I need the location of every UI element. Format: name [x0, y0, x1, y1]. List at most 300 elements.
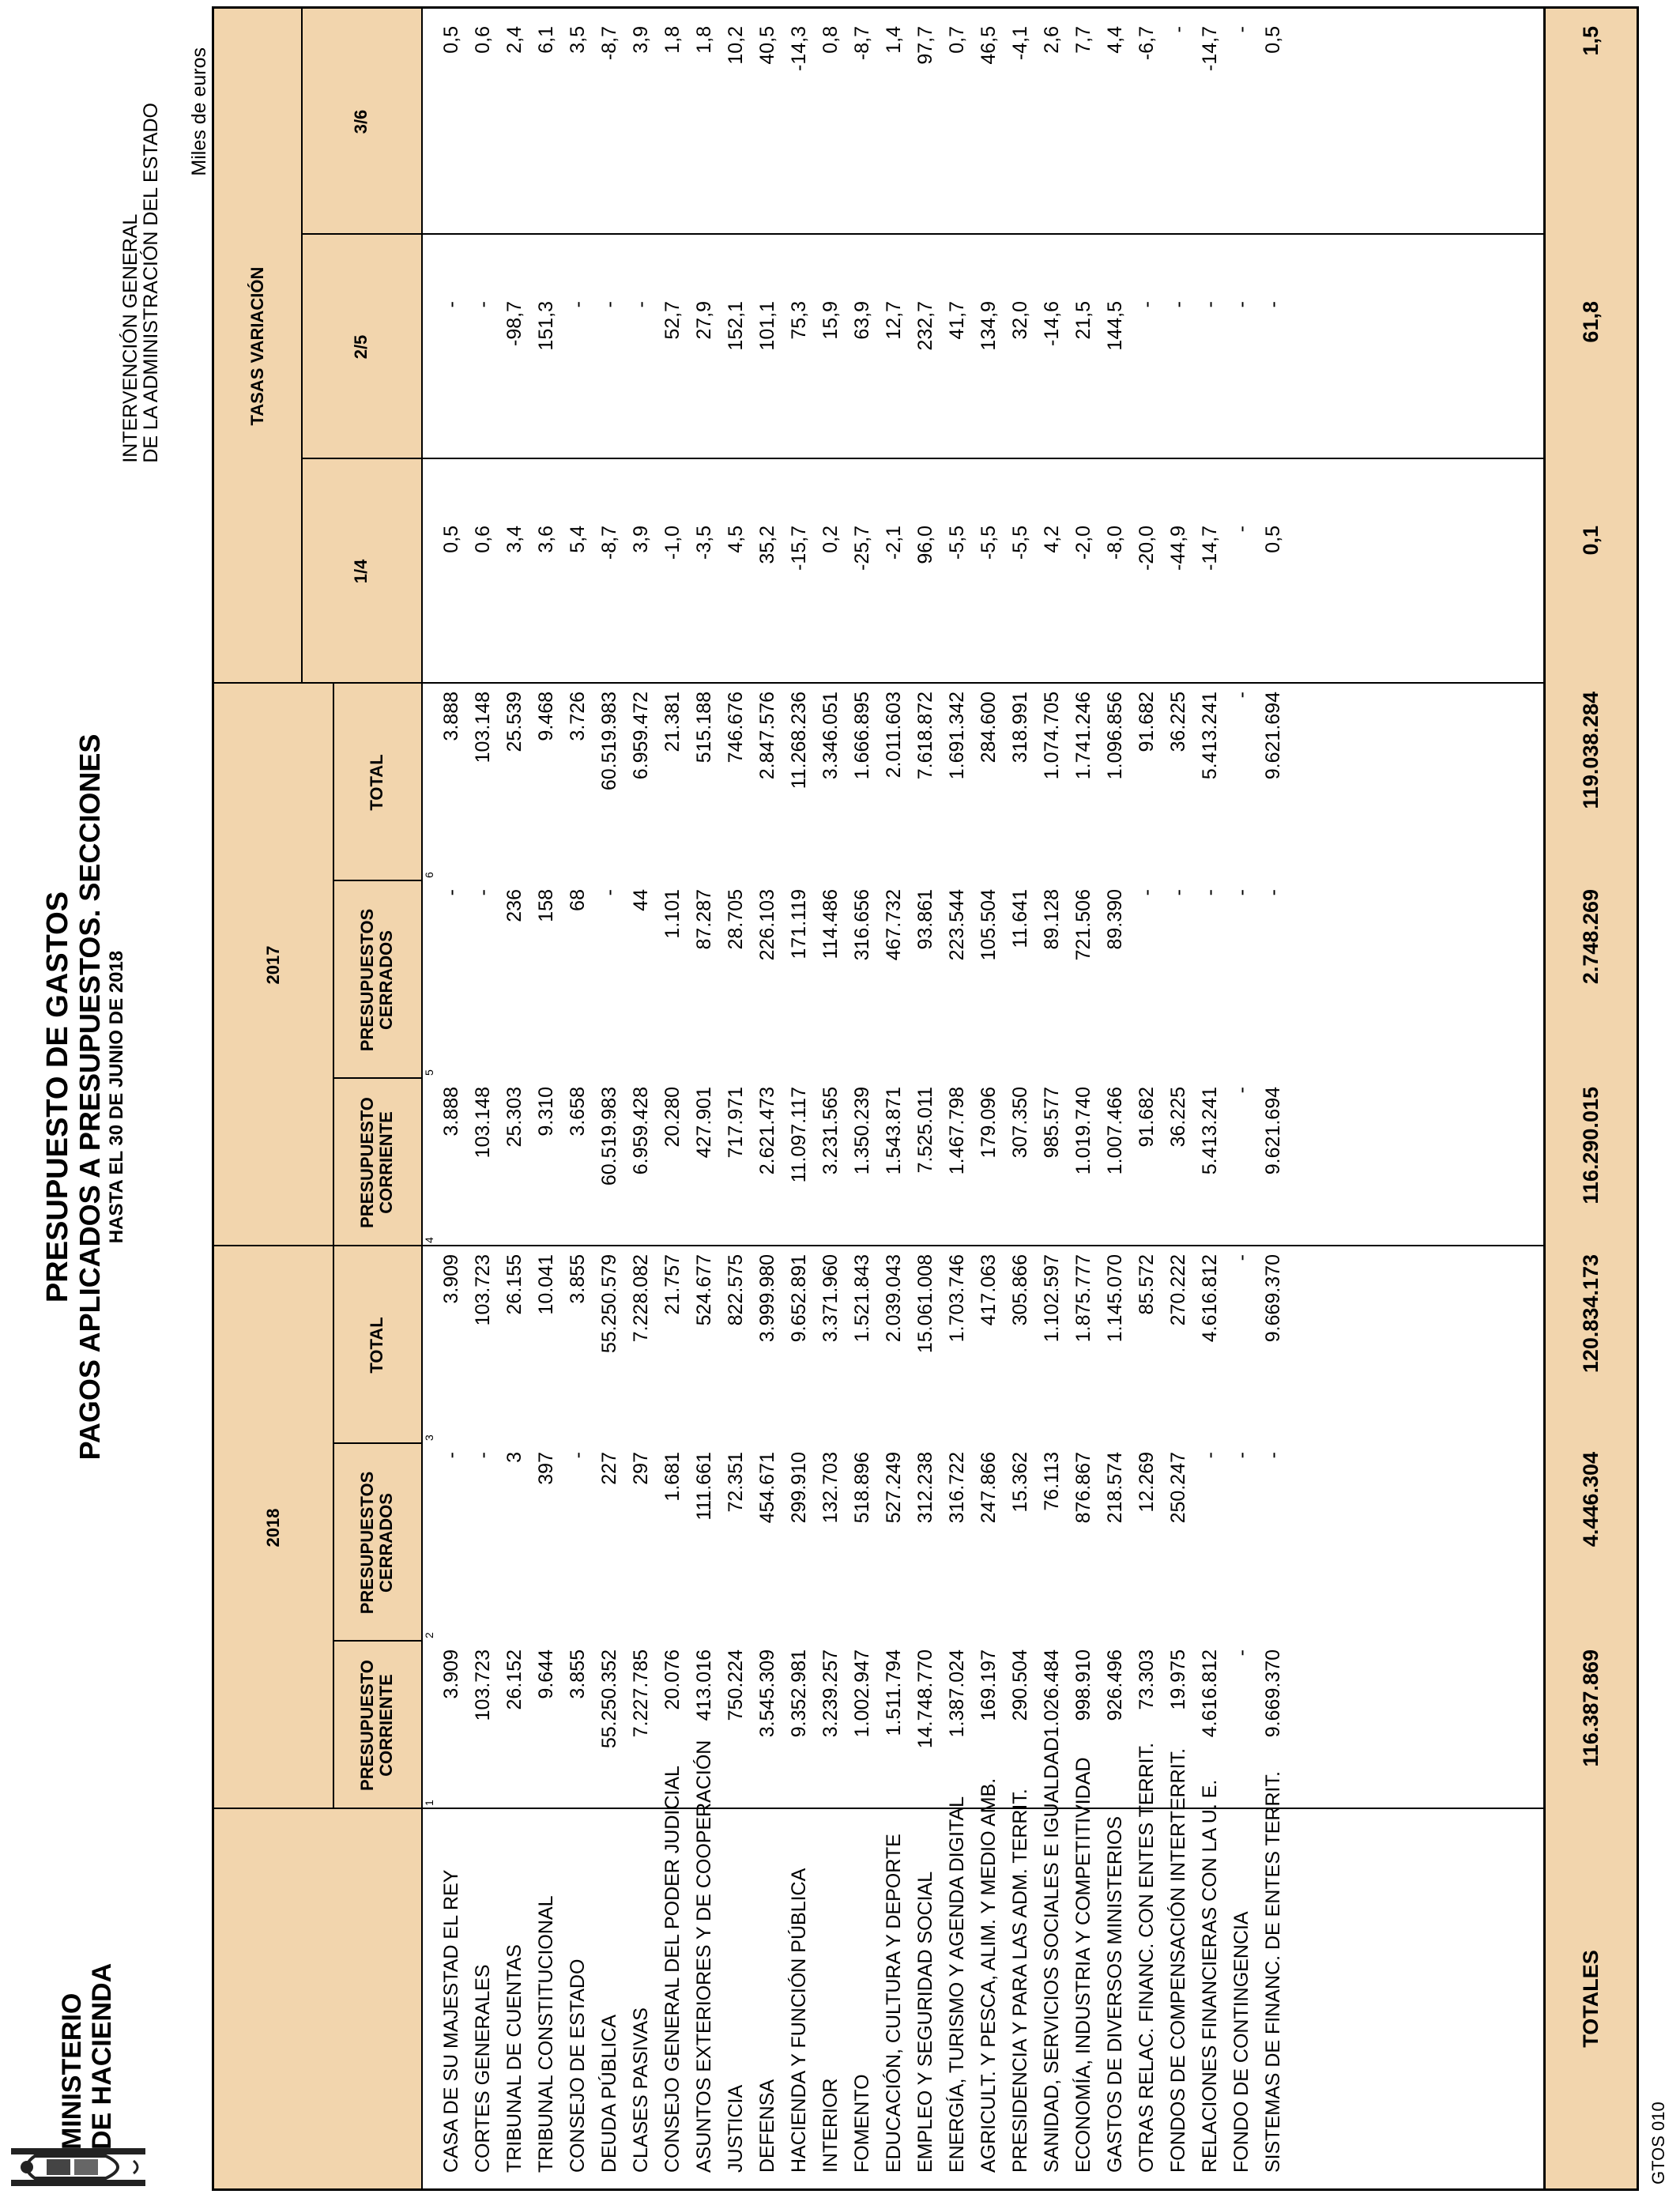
cell-2018-total: 1.102.597 [1041, 1254, 1063, 1343]
cell-rate-2-5: - [598, 301, 620, 308]
cell-rate-1-4: 5,4 [567, 526, 589, 553]
column-number: 1 [423, 1800, 435, 1806]
cell-2017-total: 9.621.694 [1262, 692, 1284, 780]
col-header-text: PRESUPUESTOS [357, 1471, 377, 1615]
cell-2018-corriente: 3.239.257 [819, 1649, 842, 1738]
cell-2017-cerrados: - [1199, 889, 1221, 896]
table-row [657, 9, 688, 2188]
grid-line [333, 1442, 421, 1444]
row-label: CORTES GENERALES [472, 1964, 494, 2173]
column-number: 4 [423, 1237, 435, 1243]
col-header-rate-2-5 [301, 235, 421, 459]
cell-2017-total: 2.847.576 [756, 692, 778, 780]
totals-row [1543, 9, 1637, 2188]
row-label: CLASES PASIVAS [630, 2007, 652, 2173]
row-label: EDUCACIÓN, CULTURA Y DEPORTE [883, 1834, 905, 2173]
cell-2018-total: 822.575 [725, 1254, 747, 1326]
cell-2017-total: 6.959.472 [630, 692, 652, 780]
col-header-text: 1/4 [351, 559, 371, 584]
col-header-rate-3-6 [301, 9, 421, 235]
cell-2018-total: 3.371.960 [819, 1254, 842, 1343]
cell-rate-2-5: - [567, 301, 589, 308]
cell-2018-cerrados: 297 [630, 1452, 652, 1485]
row-label: FONDO DE CONTINGENCIA [1230, 1911, 1252, 2173]
cell-2017-corriente: 6.959.428 [630, 1087, 652, 1175]
cell-2017-total: 318.991 [1009, 692, 1031, 763]
header-divider [421, 9, 423, 2188]
cell-rate-1-4: 0,5 [440, 526, 462, 553]
cell-2018-total: 1.875.777 [1072, 1254, 1094, 1343]
table-row [1036, 9, 1068, 2188]
col-header-text: CORRIENTE [376, 1111, 396, 1214]
cell-2017-total: 515.188 [693, 692, 715, 763]
cell-2017-corriente: 3.658 [567, 1087, 589, 1137]
cell-rate-2-5: 144,5 [1104, 301, 1126, 351]
total-2018-total: 120.834.173 [1579, 1254, 1603, 1374]
intervencion-line-2: DE LA ADMINISTRACIÓN DEL ESTADO [140, 103, 162, 463]
table-row [562, 9, 593, 2188]
col-header-text: TOTAL [367, 1317, 386, 1374]
cell-2018-cerrados: 72.351 [725, 1452, 747, 1513]
cell-rate-1-4: -25,7 [851, 526, 873, 571]
cell-rate-1-4: 0,2 [819, 526, 842, 553]
row-label: DEFENSA [756, 2079, 778, 2173]
table-row [910, 9, 941, 2188]
cell-2018-total: 103.723 [472, 1254, 494, 1326]
table-row [1162, 9, 1194, 2188]
cell-rate-3-6: 3,5 [567, 26, 589, 54]
row-label: GASTOS DE DIVERSOS MINISTERIOS [1104, 1815, 1126, 2173]
cell-2017-total: 91.682 [1136, 692, 1158, 752]
cell-2018-corriente: 4.616.812 [1199, 1649, 1221, 1738]
cell-rate-2-5: - [1262, 301, 1284, 308]
cell-2017-cerrados: 68 [567, 889, 589, 911]
cell-2017-cerrados: 226.103 [756, 889, 778, 961]
cell-2017-cerrados: 236 [503, 889, 525, 922]
cell-2017-total: 1.096.856 [1104, 692, 1126, 780]
cell-2017-cerrados: - [1167, 889, 1189, 896]
cell-2017-total: 3.726 [567, 692, 589, 741]
cell-2017-cerrados: 467.732 [883, 889, 905, 961]
cell-2018-total: 2.039.043 [883, 1254, 905, 1343]
cell-2017-corriente: 985.577 [1041, 1087, 1063, 1159]
cell-2018-corriente: - [1230, 1649, 1252, 1657]
cell-2018-corriente: 1.511.794 [883, 1649, 905, 1736]
cell-2017-corriente: 307.350 [1009, 1087, 1031, 1159]
table-row [720, 9, 751, 2188]
cell-2018-cerrados: 397 [535, 1452, 557, 1485]
cell-2018-total: 85.572 [1136, 1254, 1158, 1315]
cell-rate-3-6: 2,6 [1041, 26, 1063, 54]
cell-2018-total: 3.909 [440, 1254, 462, 1304]
cell-rate-3-6: 97,7 [914, 26, 936, 65]
cell-2018-corriente: 9.352.981 [788, 1649, 810, 1738]
table-row [973, 9, 1004, 2188]
cell-2017-corriente: 1.007.466 [1104, 1087, 1126, 1175]
cell-rate-3-6: 2,4 [503, 26, 525, 54]
cell-2018-corriente: 926.496 [1104, 1649, 1126, 1721]
cell-rate-2-5: 75,3 [788, 301, 810, 340]
row-label: SANIDAD, SERVICIOS SOCIALES E IGUALDAD [1041, 1736, 1063, 2173]
row-label: ENERGÍA, TURISMO Y AGENDA DIGITAL [946, 1796, 968, 2173]
cell-2018-total: 3.855 [567, 1254, 589, 1304]
cell-rate-1-4: -8,0 [1104, 526, 1126, 560]
cell-rate-2-5: 63,9 [851, 301, 873, 340]
row-label: CONSEJO DE ESTADO [567, 1958, 589, 2173]
cell-2017-corriente: 91.682 [1136, 1087, 1158, 1148]
row-label: SISTEMAS DE FINANC. DE ENTES TERRIT. [1262, 1771, 1284, 2173]
col-header-2018-total [333, 1246, 421, 1444]
cell-2018-cerrados: 227 [598, 1452, 620, 1485]
cell-2017-cerrados: - [1136, 889, 1158, 896]
cell-2017-corriente: 7.525.011 [914, 1087, 936, 1174]
cell-2017-total: 3.888 [440, 692, 462, 741]
cell-2017-total: 9.468 [535, 692, 557, 741]
cell-2017-cerrados: 1.101 [661, 889, 684, 939]
cell-2018-total: 9.652.891 [788, 1254, 810, 1343]
cell-2017-total: 103.148 [472, 692, 494, 763]
cell-rate-3-6: 1,8 [693, 26, 715, 54]
cell-2018-corriente: 1.387.024 [946, 1649, 968, 1738]
cell-2018-total: 55.250.579 [598, 1254, 620, 1354]
col-header-text: CERRADOS [376, 930, 396, 1030]
cell-rate-2-5: 152,1 [725, 301, 747, 351]
cell-rate-2-5: 32,0 [1009, 301, 1031, 340]
row-label: DEUDA PÚBLICA [598, 2014, 620, 2173]
cell-2018-cerrados: 876.867 [1072, 1452, 1094, 1524]
cell-rate-2-5: 12,7 [883, 301, 905, 340]
header-divider [301, 9, 303, 684]
cell-rate-1-4: 4,2 [1041, 526, 1063, 553]
cell-2018-corriente: 20.076 [661, 1649, 684, 1710]
cell-2018-total: 305.866 [1009, 1254, 1031, 1326]
total-2017-corriente: 116.290.015 [1579, 1087, 1603, 1204]
cell-2017-corriente: 9.310 [535, 1087, 557, 1137]
table-row [530, 9, 562, 2188]
row-label: FOMENTO [851, 2074, 873, 2173]
cell-rate-3-6: 46,5 [977, 26, 1000, 65]
group-2018-label: 2018 [263, 1508, 283, 1547]
column-number: 6 [423, 872, 435, 878]
cell-2018-corriente: 3.545.309 [756, 1649, 778, 1738]
cell-2017-corriente: 717.971 [725, 1087, 747, 1159]
cell-rate-1-4: -1,0 [661, 526, 684, 560]
cell-2018-cerrados: - [472, 1452, 494, 1459]
cell-2017-total: 746.676 [725, 692, 747, 763]
cell-2017-total: 60.519.983 [598, 692, 620, 791]
cell-rate-3-6: 40,5 [756, 26, 778, 65]
cell-rate-2-5: 134,9 [977, 301, 1000, 351]
cell-rate-1-4: 96,0 [914, 526, 936, 564]
col-header-2017-total [333, 684, 421, 881]
cell-2018-cerrados: - [440, 1452, 462, 1459]
cell-rate-2-5: 52,7 [661, 301, 684, 340]
cell-rate-1-4: - [1230, 526, 1252, 533]
cell-2017-corriente: 36.225 [1167, 1087, 1189, 1148]
ministry-line-1: MINISTERIO [57, 1992, 87, 2150]
cell-2018-total: 270.222 [1167, 1254, 1189, 1326]
cell-2018-cerrados: 316.722 [946, 1452, 968, 1524]
cell-2017-corriente: 1.467.798 [946, 1087, 968, 1175]
cell-rate-2-5: - [440, 301, 462, 308]
col-header-text: CORRIENTE [376, 1674, 396, 1777]
group-tasas-label: TASAS VARIACIÓN [247, 266, 267, 426]
row-label: RELACIONES FINANCIERAS CON LA U. E. [1199, 1779, 1221, 2173]
cell-2017-cerrados: 316.656 [851, 889, 873, 961]
header-label-column [214, 1809, 421, 2188]
row-label: CASA DE SU MAJESTAD EL REY [440, 1869, 462, 2173]
total-rate-2-5: 61,8 [1579, 301, 1603, 343]
cell-2018-total: 9.669.370 [1262, 1254, 1284, 1343]
cell-2017-cerrados: 223.544 [946, 889, 968, 961]
grid-line [333, 880, 421, 881]
cell-2017-corriente: 3.231.565 [819, 1087, 842, 1175]
cell-rate-1-4: -5,5 [1009, 526, 1031, 560]
table-row [1068, 9, 1099, 2188]
grid-line [333, 1640, 421, 1642]
cell-2017-cerrados: 114.486 [819, 889, 842, 959]
col-header-rate-1-4 [301, 459, 421, 684]
data-table [212, 6, 1639, 2191]
cell-rate-2-5: - [472, 301, 494, 308]
cell-rate-3-6: 1,4 [883, 26, 905, 54]
cell-2018-cerrados: 312.238 [914, 1452, 936, 1524]
cell-2018-corriente: 1.002.947 [851, 1649, 873, 1738]
col-header-text: PRESUPUESTO [357, 1097, 377, 1228]
cell-rate-3-6: 0,8 [819, 26, 842, 54]
cell-2017-corriente: 20.280 [661, 1087, 684, 1148]
cell-2018-corriente: 26.152 [503, 1649, 525, 1710]
cell-2017-corriente: 9.621.694 [1262, 1087, 1284, 1175]
cell-2018-corriente: 14.748.770 [914, 1649, 936, 1749]
intervencion-line-1: INTERVENCIÓN GENERAL [119, 213, 141, 463]
cell-rate-1-4: 35,2 [756, 526, 778, 564]
cell-rate-2-5: 232,7 [914, 301, 936, 351]
cell-2018-cerrados: 527.249 [883, 1452, 905, 1524]
cell-2017-corriente: 2.621.473 [756, 1087, 778, 1175]
cell-2017-cerrados: - [1230, 889, 1252, 896]
cell-rate-3-6: 1,8 [661, 26, 684, 54]
row-label: TRIBUNAL DE CUENTAS [503, 1944, 525, 2173]
table-row [1226, 9, 1257, 2188]
cell-2018-cerrados: 454.671 [756, 1452, 778, 1524]
cell-rate-1-4: -14,7 [1199, 526, 1221, 571]
group-header-tasas [214, 9, 301, 684]
cell-2017-total: 284.600 [977, 692, 1000, 763]
cell-2018-cerrados: 3 [503, 1452, 525, 1463]
cell-2018-cerrados: - [1230, 1452, 1252, 1459]
cell-rate-3-6: 7,7 [1072, 26, 1094, 54]
row-label: TRIBUNAL CONSTITUCIONAL [535, 1895, 557, 2173]
grid-line [333, 1077, 421, 1079]
total-2018-corriente: 116.387.869 [1579, 1649, 1603, 1767]
cell-rate-3-6: 0,7 [946, 26, 968, 54]
cell-rate-2-5: -14,6 [1041, 301, 1063, 346]
cell-2018-corriente: 55.250.352 [598, 1649, 620, 1749]
column-number: 2 [423, 1632, 435, 1638]
col-header-text: PRESUPUESTOS [357, 908, 377, 1052]
col-header-2018-corriente [333, 1642, 421, 1809]
row-label: AGRICULT. Y PESCA, ALIM. Y MEDIO AMB. [977, 1777, 1000, 2173]
ministry-line-2: DE HACIENDA [87, 1962, 117, 2150]
row-label: OTRAS RELAC. FINANC. CON ENTES TERRIT. [1136, 1742, 1158, 2173]
cell-2018-total: 10.041 [535, 1254, 557, 1315]
cell-2017-cerrados: 89.128 [1041, 889, 1063, 950]
row-label: FONDOS DE COMPENSACIÓN INTERTERRIT. [1167, 1747, 1189, 2173]
cell-2018-total: 7.228.082 [630, 1254, 652, 1343]
table-row [688, 9, 720, 2188]
col-header-text: TOTAL [367, 754, 386, 811]
cell-rate-3-6: - [1167, 26, 1189, 33]
cell-2018-cerrados: - [1199, 1452, 1221, 1459]
cell-2018-cerrados: 247.866 [977, 1452, 1000, 1524]
cell-rate-1-4: -2,0 [1072, 526, 1094, 560]
total-2018-cerrados: 4.446.304 [1579, 1452, 1603, 1547]
cell-2018-total: 15.061.008 [914, 1254, 936, 1354]
table-row [878, 9, 910, 2188]
cell-2018-corriente: 9.669.370 [1262, 1649, 1284, 1738]
cell-rate-3-6: 0,5 [440, 26, 462, 54]
cell-2017-cerrados: 44 [630, 889, 652, 911]
table-row [593, 9, 625, 2188]
cell-2017-total: 1.074.705 [1041, 692, 1063, 780]
cell-rate-3-6: 3,9 [630, 26, 652, 54]
row-label: INTERIOR [819, 2078, 842, 2173]
table-row [499, 9, 530, 2188]
cell-rate-1-4: 3,6 [535, 526, 557, 553]
cell-2018-total: 1.145.070 [1104, 1254, 1126, 1343]
cell-2017-cerrados: 105.504 [977, 889, 1000, 961]
cell-2018-total: 1.703.746 [946, 1254, 968, 1343]
cell-rate-2-5: 21,5 [1072, 301, 1094, 340]
col-header-text: CERRADOS [376, 1493, 396, 1593]
cell-rate-3-6: -8,7 [851, 26, 873, 61]
cell-2017-cerrados: - [472, 889, 494, 896]
total-rate-1-4: 0,1 [1579, 526, 1603, 556]
row-label: PRESIDENCIA Y PARA LAS ADM. TERRIT. [1009, 1789, 1031, 2173]
units-label: Miles de euros [188, 47, 210, 176]
cell-rate-2-5: 151,3 [535, 301, 557, 351]
cell-rate-3-6: -8,7 [598, 26, 620, 61]
cell-rate-3-6: -4,1 [1009, 26, 1031, 61]
cell-rate-1-4: -15,7 [788, 526, 810, 571]
total-rate-3-6: 1,5 [1579, 26, 1603, 56]
group-header-2018 [214, 1246, 333, 1809]
cell-rate-3-6: 4,4 [1104, 26, 1126, 54]
cell-2017-total: - [1230, 692, 1252, 699]
col-header-2018-cerrados [333, 1444, 421, 1642]
cell-2017-cerrados: - [598, 889, 620, 896]
cell-2017-total: 5.413.241 [1199, 692, 1221, 780]
table-row [467, 9, 499, 2188]
cell-2017-corriente: 5.413.241 [1199, 1087, 1221, 1175]
cell-rate-1-4: -3,5 [693, 526, 715, 560]
cell-2018-corriente: 3.909 [440, 1649, 462, 1699]
row-label: CONSEJO GENERAL DEL PODER JUDICIAL [661, 1766, 684, 2173]
table-row [941, 9, 973, 2188]
cell-rate-2-5: - [1136, 301, 1158, 308]
cell-2018-cerrados: 111.661 [693, 1452, 715, 1521]
column-number: 5 [423, 1069, 435, 1076]
col-header-2017-cerrados [333, 881, 421, 1079]
group-2017-label: 2017 [263, 945, 283, 985]
cell-2018-cerrados: - [567, 1452, 589, 1459]
cell-2018-corriente: 290.504 [1009, 1649, 1031, 1721]
intervencion-name [120, 103, 161, 463]
cell-rate-2-5: 27,9 [693, 301, 715, 340]
group-header-2017 [214, 684, 333, 1246]
cell-2017-total: 25.539 [503, 692, 525, 752]
report-title [41, 0, 128, 2194]
cell-rate-2-5: 41,7 [946, 301, 968, 340]
cell-2018-cerrados: 1.681 [661, 1452, 684, 1502]
cell-rate-2-5: - [1230, 301, 1252, 308]
cell-rate-1-4: 3,9 [630, 526, 652, 553]
cell-2017-corriente: 1.019.740 [1072, 1087, 1094, 1175]
title-line-2: PAGOS APLICADOS A PRESUPUESTOS. SECCIONES [73, 733, 106, 1461]
row-label: ASUNTOS EXTERIORES Y DE COOPERACIÓN [693, 1740, 715, 2173]
cell-rate-3-6: 10,2 [725, 26, 747, 65]
cell-2017-total: 21.381 [661, 692, 684, 752]
table-row [846, 9, 878, 2188]
cell-2017-total: 36.225 [1167, 692, 1189, 752]
cell-2018-corriente: 998.910 [1072, 1649, 1094, 1721]
cell-2018-corriente: 413.016 [693, 1649, 715, 1721]
cell-2018-cerrados: 299.910 [788, 1452, 810, 1524]
cell-2017-cerrados: - [440, 889, 462, 896]
cell-rate-2-5: - [1199, 301, 1221, 308]
row-label: JUSTICIA [725, 2084, 747, 2173]
cell-rate-1-4: 0,5 [1262, 526, 1284, 553]
cell-2017-corriente: 427.901 [693, 1087, 715, 1159]
table-row [751, 9, 783, 2188]
cell-2018-cerrados: - [1262, 1452, 1284, 1459]
col-header-text: PRESUPUESTO [357, 1660, 377, 1791]
cell-2017-cerrados: 158 [535, 889, 557, 922]
cell-2017-total: 1.741.246 [1072, 692, 1094, 780]
col-header-text: 2/5 [351, 334, 371, 360]
cell-2018-cerrados: 250.247 [1167, 1452, 1189, 1524]
form-code: GTOS 010 [1648, 2102, 1668, 2185]
cell-2018-total: 21.757 [661, 1254, 684, 1315]
title-line-1: PRESUPUESTO DE GASTOS [41, 891, 74, 1303]
cell-rate-3-6: -14,3 [788, 26, 810, 71]
cell-2018-cerrados: 518.896 [851, 1452, 873, 1524]
cell-rate-3-6: 0,6 [472, 26, 494, 54]
cell-2017-total: 1.691.342 [946, 692, 968, 780]
cell-2017-corriente: 60.519.983 [598, 1087, 620, 1186]
cell-rate-2-5: 101,1 [756, 301, 778, 351]
cell-2017-total: 2.011.603 [883, 692, 905, 778]
cell-2017-total: 3.346.051 [819, 692, 842, 780]
cell-2017-corriente: 179.096 [977, 1087, 1000, 1159]
cell-2018-total: 3.999.980 [756, 1254, 778, 1343]
cell-2018-corriente: 3.855 [567, 1649, 589, 1699]
column-number: 3 [423, 1434, 435, 1441]
cell-2018-total: 417.063 [977, 1254, 1000, 1326]
cell-rate-1-4: 4,5 [725, 526, 747, 553]
cell-rate-1-4: -5,5 [946, 526, 968, 560]
cell-2018-total: 4.616.812 [1199, 1254, 1221, 1343]
cell-2017-total: 7.618.872 [914, 692, 936, 780]
row-label: ECONOMÍA, INDUSTRIA Y COMPETITIVIDAD [1072, 1757, 1094, 2173]
table-row [1004, 9, 1036, 2188]
row-label: EMPLEO Y SEGURIDAD SOCIAL [914, 1871, 936, 2173]
cell-2018-cerrados: 76.113 [1041, 1452, 1063, 1511]
cell-rate-3-6: 0,5 [1262, 26, 1284, 54]
col-header-text: 3/6 [351, 109, 371, 134]
cell-2018-corriente: 103.723 [472, 1649, 494, 1721]
